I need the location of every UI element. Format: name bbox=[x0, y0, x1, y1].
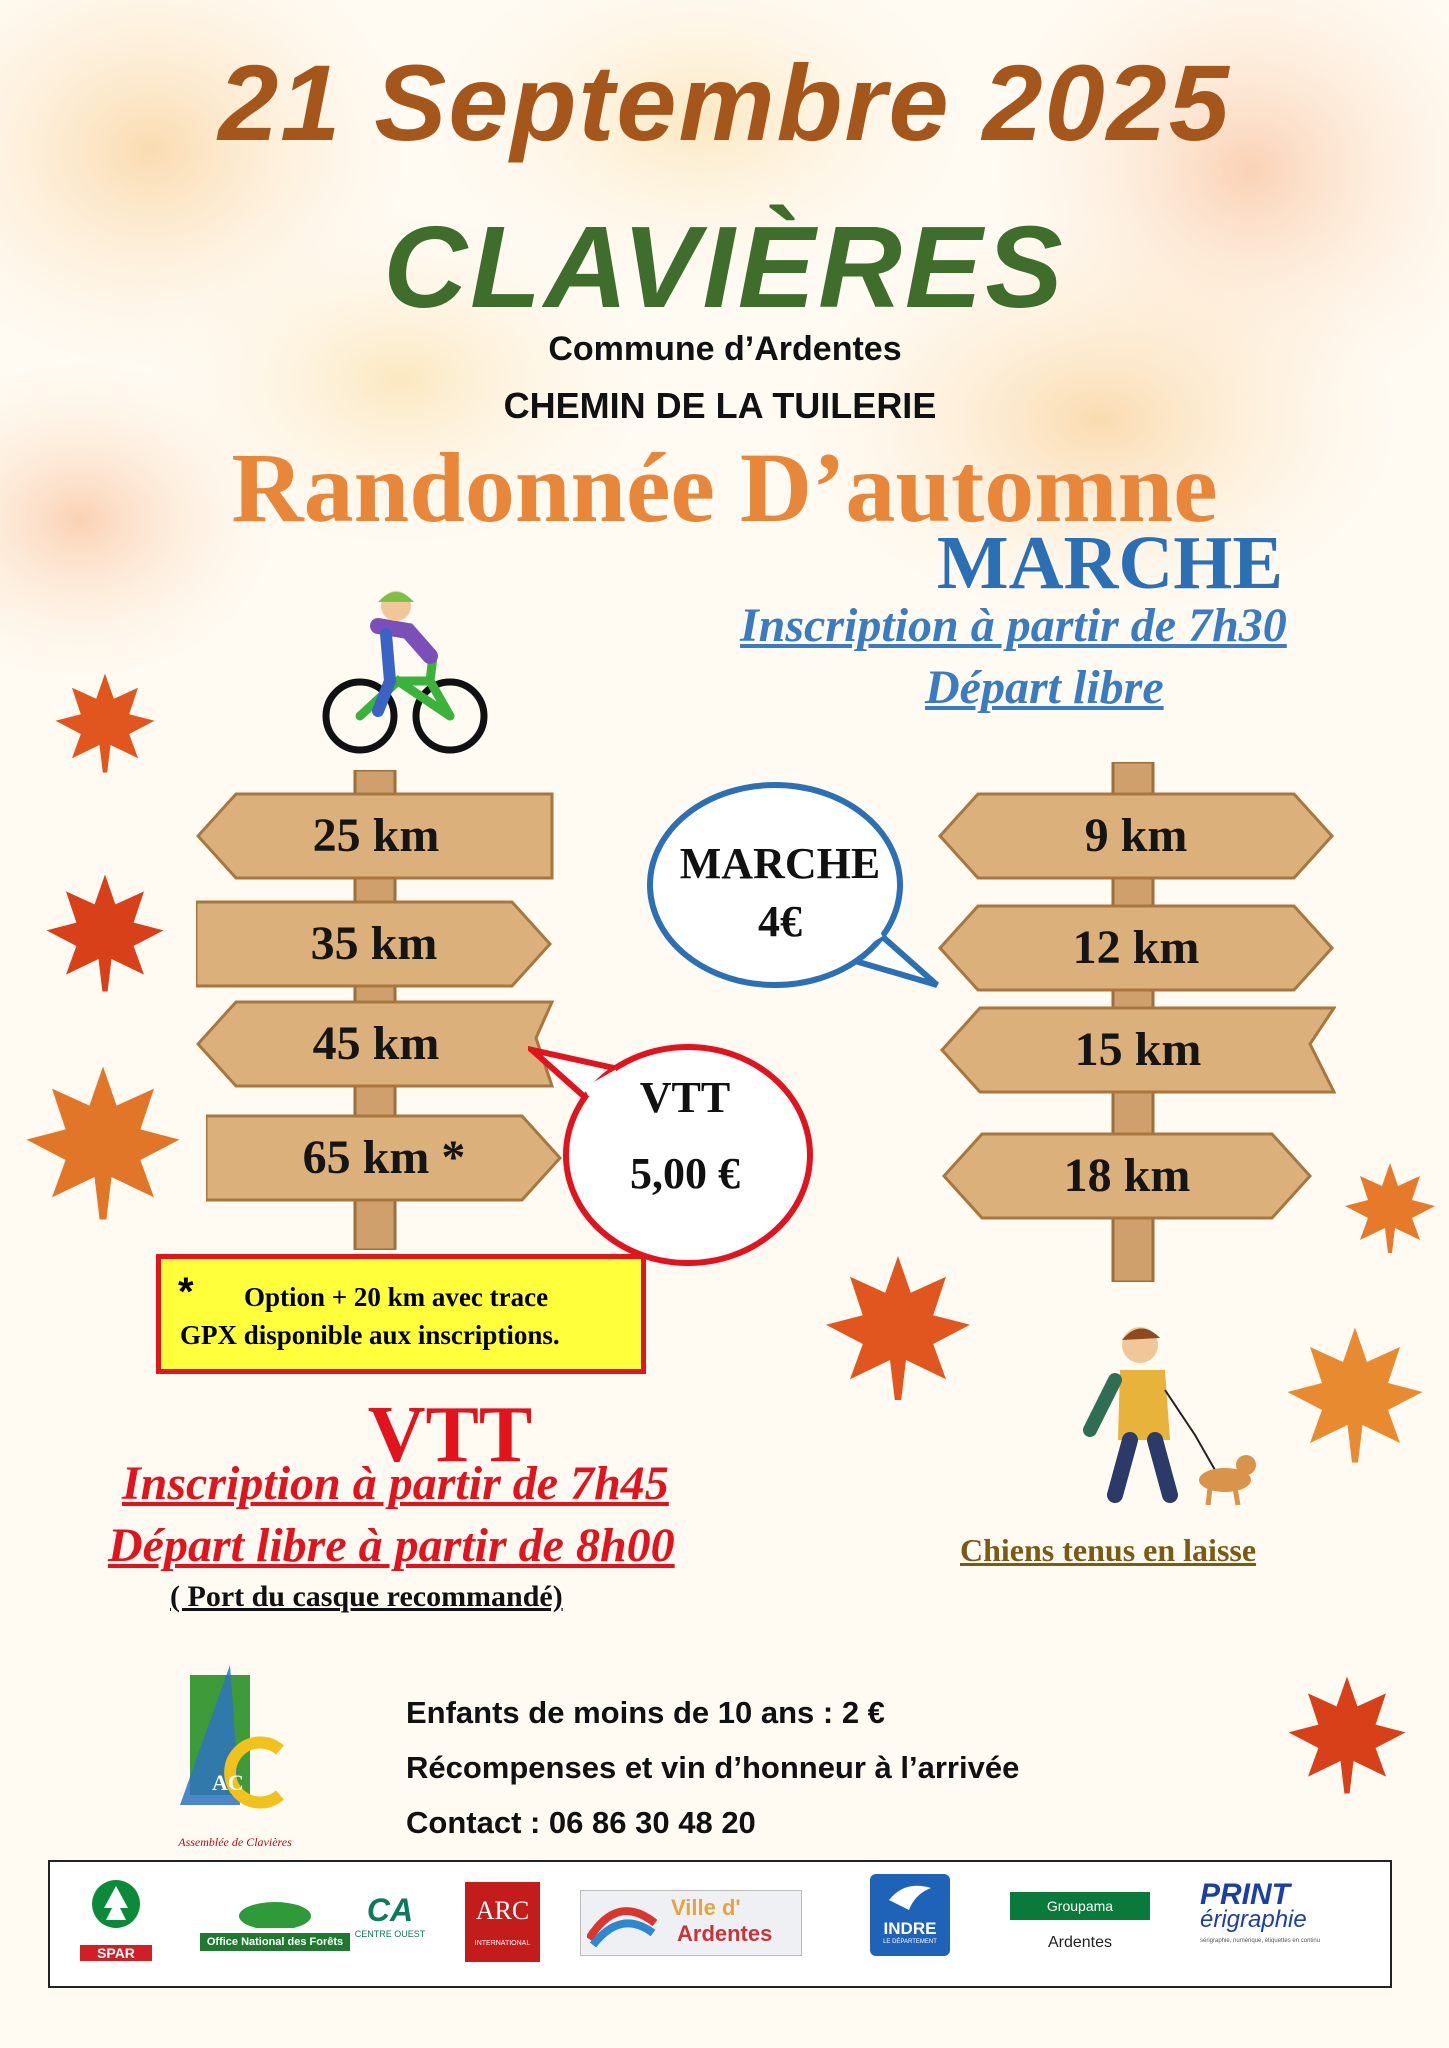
logo-caption: Assemblée de Clavières bbox=[178, 1835, 292, 1849]
vtt-heading: VTT bbox=[367, 1391, 533, 1479]
commune-name: Commune d’Ardentes bbox=[548, 330, 902, 368]
marche-sign-12: 12 km bbox=[938, 902, 1334, 994]
marche-bubble-title: MARCHE bbox=[679, 839, 881, 888]
spar-tree-icon bbox=[80, 1878, 152, 1938]
rewards-info: Récompenses et vin d’honneur à l’arrivée bbox=[406, 1750, 1020, 1785]
maple-leaf-icon bbox=[40, 868, 170, 998]
cyclist-icon bbox=[318, 586, 493, 758]
maple-leaf-icon bbox=[1340, 1158, 1440, 1258]
ville-ardentes-emblem-icon bbox=[587, 1899, 657, 1947]
event-title: Randonnée D’automne bbox=[231, 432, 1218, 543]
vtt-sign-35: 35 km bbox=[196, 898, 552, 990]
event-date: 21 Septembre 2025 bbox=[218, 42, 1231, 163]
vtt-bubble-price: 5,00 € bbox=[630, 1149, 740, 1198]
ville-ardentes-logo: Ville d' Ardentes bbox=[580, 1890, 802, 1956]
marche-heading: MARCHE bbox=[936, 521, 1284, 605]
gpx-option-note bbox=[156, 1254, 646, 1374]
vtt-sign-45: 45 km bbox=[196, 998, 556, 1090]
print-serigraphie-logo: PRINT érigraphie sérigraphie, numérique, étiquettes en continu bbox=[1200, 1878, 1321, 1944]
dogs-on-leash: Chiens tenus en laisse bbox=[960, 1532, 1257, 1568]
maple-leaf-icon bbox=[50, 668, 160, 778]
street-name: CHEMIN DE LA TUILERIE bbox=[503, 385, 937, 426]
vtt-inscription: Inscription à partir de 7h45 bbox=[122, 1457, 669, 1510]
marche-sign-15: 15 km bbox=[940, 1004, 1336, 1096]
maple-leaf-icon bbox=[818, 1248, 978, 1408]
note-asterisk: * bbox=[178, 1270, 194, 1314]
note-line-2: GPX disponible aux inscriptions. bbox=[180, 1320, 560, 1350]
maple-leaf-icon bbox=[18, 1058, 188, 1228]
marche-sign-18: 18 km bbox=[942, 1130, 1312, 1222]
village-name: CLAVIÈRES bbox=[383, 202, 1066, 332]
sponsors-bar bbox=[48, 1860, 1392, 1988]
indre-bird-icon bbox=[885, 1880, 935, 1914]
marche-bubble-price: 4€ bbox=[758, 897, 802, 946]
groupama-logo: Groupama Ardentes bbox=[1010, 1892, 1150, 1952]
vtt-depart: Départ libre à partir de 8h00 bbox=[108, 1519, 675, 1572]
indre-logo: INDRE LE DÉPARTEMENT bbox=[870, 1874, 950, 1956]
vtt-sign-65: 65 km * bbox=[206, 1112, 562, 1204]
onf-tree-icon bbox=[200, 1898, 350, 1928]
spar-logo: SPAR bbox=[80, 1878, 152, 1961]
arc-logo: ARC INTERNATIONAL bbox=[465, 1882, 540, 1962]
credit-agricole-logo: CA CENTRE OUEST bbox=[354, 1892, 426, 1939]
marche-sign-9: 9 km bbox=[938, 790, 1334, 882]
walker-with-dog-icon bbox=[1070, 1320, 1260, 1510]
note-line-1: Option + 20 km avec trace bbox=[244, 1282, 549, 1312]
logo-letters: AC bbox=[212, 1770, 244, 1795]
contact-phone: Contact : 06 86 30 48 20 bbox=[406, 1805, 756, 1840]
marche-inscription: Inscription à partir de 7h30 bbox=[740, 599, 1287, 652]
children-price: Enfants de moins de 10 ans : 2 € bbox=[406, 1695, 885, 1730]
maple-leaf-icon bbox=[1280, 1320, 1430, 1470]
vtt-bubble-title: VTT bbox=[639, 1073, 731, 1122]
vtt-sign-25: 25 km bbox=[196, 790, 556, 882]
onf-logo: Office National des Forêts bbox=[200, 1898, 350, 1951]
marche-depart: Départ libre bbox=[925, 661, 1164, 714]
maple-leaf-icon bbox=[1282, 1670, 1412, 1800]
assemblee-claviere-logo bbox=[160, 1655, 310, 1835]
helmet-recommendation: ( Port du casque recommandé) bbox=[170, 1580, 563, 1613]
